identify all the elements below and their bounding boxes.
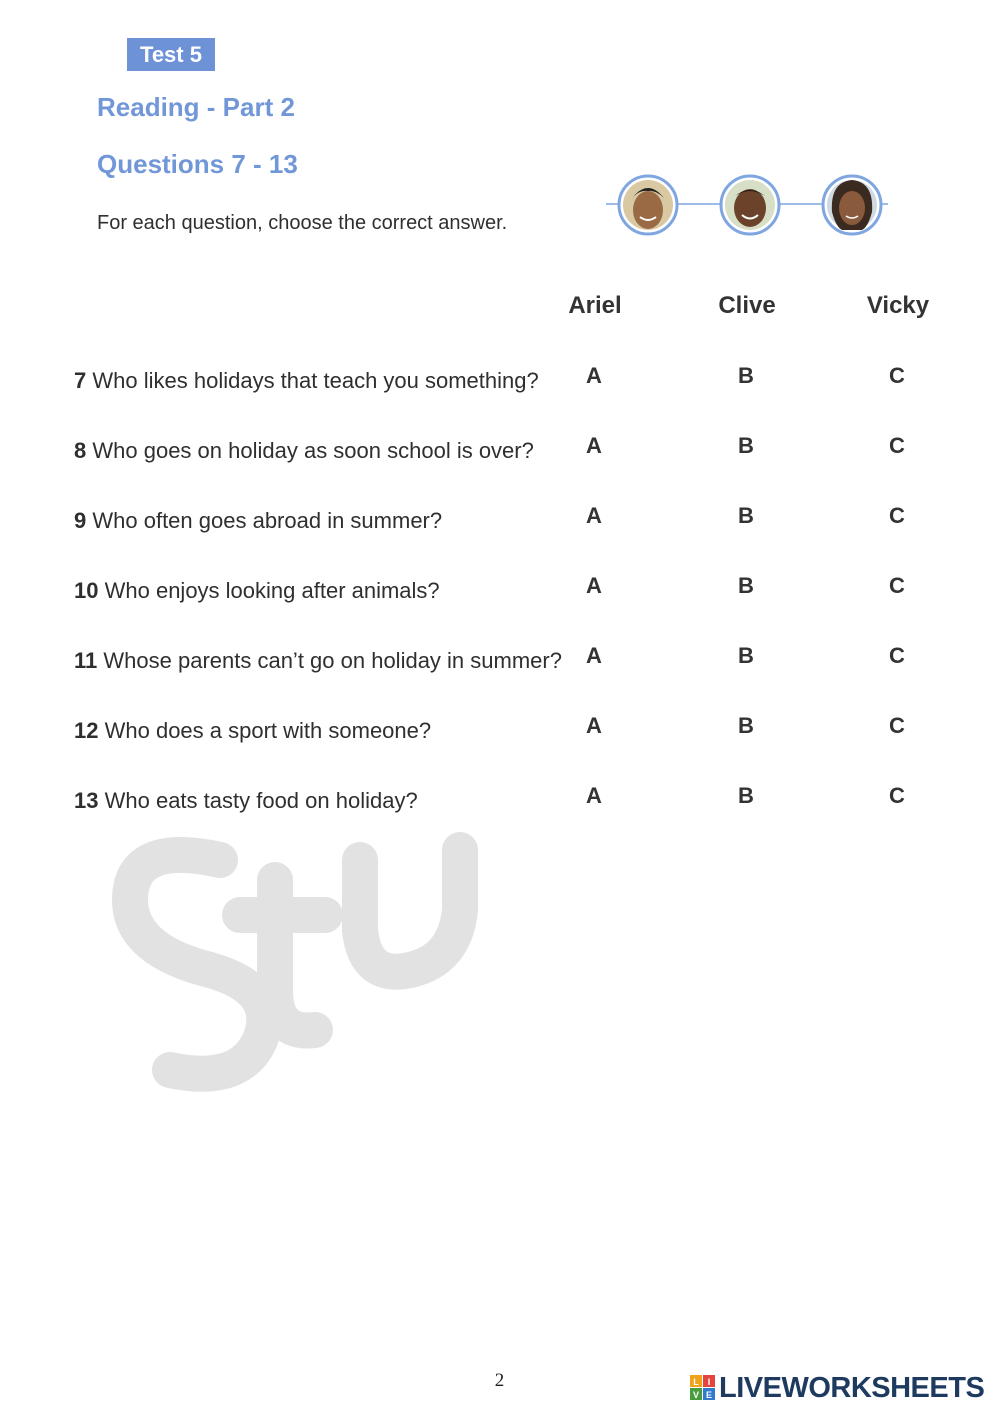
question-text	[74, 438, 534, 464]
question-text	[74, 718, 431, 744]
question-text	[74, 648, 562, 674]
test-badge: Test 5	[127, 38, 215, 71]
question-label: Who likes holidays that teach you something?	[92, 368, 539, 393]
question-number: 7	[74, 368, 87, 393]
question-number: 11	[74, 648, 98, 673]
option-a[interactable]: A	[586, 503, 602, 528]
question-text	[74, 508, 442, 534]
question-label: Who often goes abroad in summer?	[92, 508, 443, 533]
question-row	[74, 783, 954, 824]
option-a[interactable]: A	[586, 363, 602, 388]
option-a[interactable]: A	[586, 433, 602, 458]
question-number: 12	[74, 718, 99, 743]
option-c[interactable]: C	[889, 363, 905, 388]
question-label: Who enjoys looking after animals?	[104, 578, 440, 603]
question-text	[74, 788, 418, 814]
question-number: 8	[74, 438, 87, 463]
option-b[interactable]: B	[738, 573, 754, 598]
section-title: Reading - Part 2	[97, 92, 295, 122]
option-b[interactable]: B	[738, 433, 754, 458]
liveworksheets-brand	[690, 1373, 984, 1403]
column-ariel: Ariel	[568, 292, 622, 319]
page-number: 2	[494, 1370, 505, 1391]
questions-range: Questions 7 - 13	[97, 149, 298, 179]
option-c[interactable]: C	[889, 783, 905, 808]
option-a[interactable]: A	[586, 573, 602, 598]
option-c[interactable]: C	[889, 713, 905, 738]
question-label: Who does a sport with someone?	[104, 718, 432, 743]
svg-text:E: E	[705, 1390, 713, 1400]
option-b[interactable]: B	[738, 713, 754, 738]
instruction-text: For each question, choose the correct answer.	[97, 212, 508, 234]
question-number: 10	[74, 578, 99, 603]
question-row	[74, 573, 954, 614]
option-c[interactable]: C	[889, 503, 905, 528]
svg-text:I: I	[707, 1377, 711, 1387]
question-row	[74, 713, 954, 754]
option-a[interactable]: A	[586, 713, 602, 738]
option-c[interactable]: C	[889, 573, 905, 598]
option-b[interactable]: B	[738, 503, 754, 528]
svg-text:L: L	[693, 1377, 699, 1387]
option-c[interactable]: C	[889, 433, 905, 458]
option-b[interactable]: B	[738, 363, 754, 388]
avatar-vicky-icon	[823, 176, 881, 234]
watermark-logo	[100, 820, 530, 1100]
question-number: 9	[74, 508, 87, 533]
question-label: Whose parents can’t go on holiday in summer?	[103, 648, 562, 673]
brand-text: LIVEWORKSHEETS	[719, 1371, 985, 1404]
question-row	[74, 433, 954, 474]
question-row	[74, 503, 954, 544]
question-text	[74, 368, 539, 394]
avatar-clive-icon	[721, 176, 779, 234]
question-label: Who eats tasty food on holiday?	[104, 788, 418, 813]
option-b[interactable]: B	[738, 643, 754, 668]
student-avatars	[606, 172, 888, 240]
column-clive: Clive	[718, 292, 776, 319]
question-row	[74, 643, 954, 684]
option-b[interactable]: B	[738, 783, 754, 808]
question-label: Who goes on holiday as soon school is over?	[92, 438, 534, 463]
question-text	[74, 578, 440, 604]
question-row	[74, 363, 954, 404]
column-vicky: Vicky	[866, 292, 930, 319]
svg-text:V: V	[692, 1390, 700, 1400]
avatar-ariel-icon	[619, 176, 677, 234]
option-a[interactable]: A	[586, 783, 602, 808]
option-c[interactable]: C	[889, 643, 905, 668]
question-number: 13	[74, 788, 99, 813]
option-a[interactable]: A	[586, 643, 602, 668]
liveworksheets-logo-icon	[690, 1375, 716, 1401]
